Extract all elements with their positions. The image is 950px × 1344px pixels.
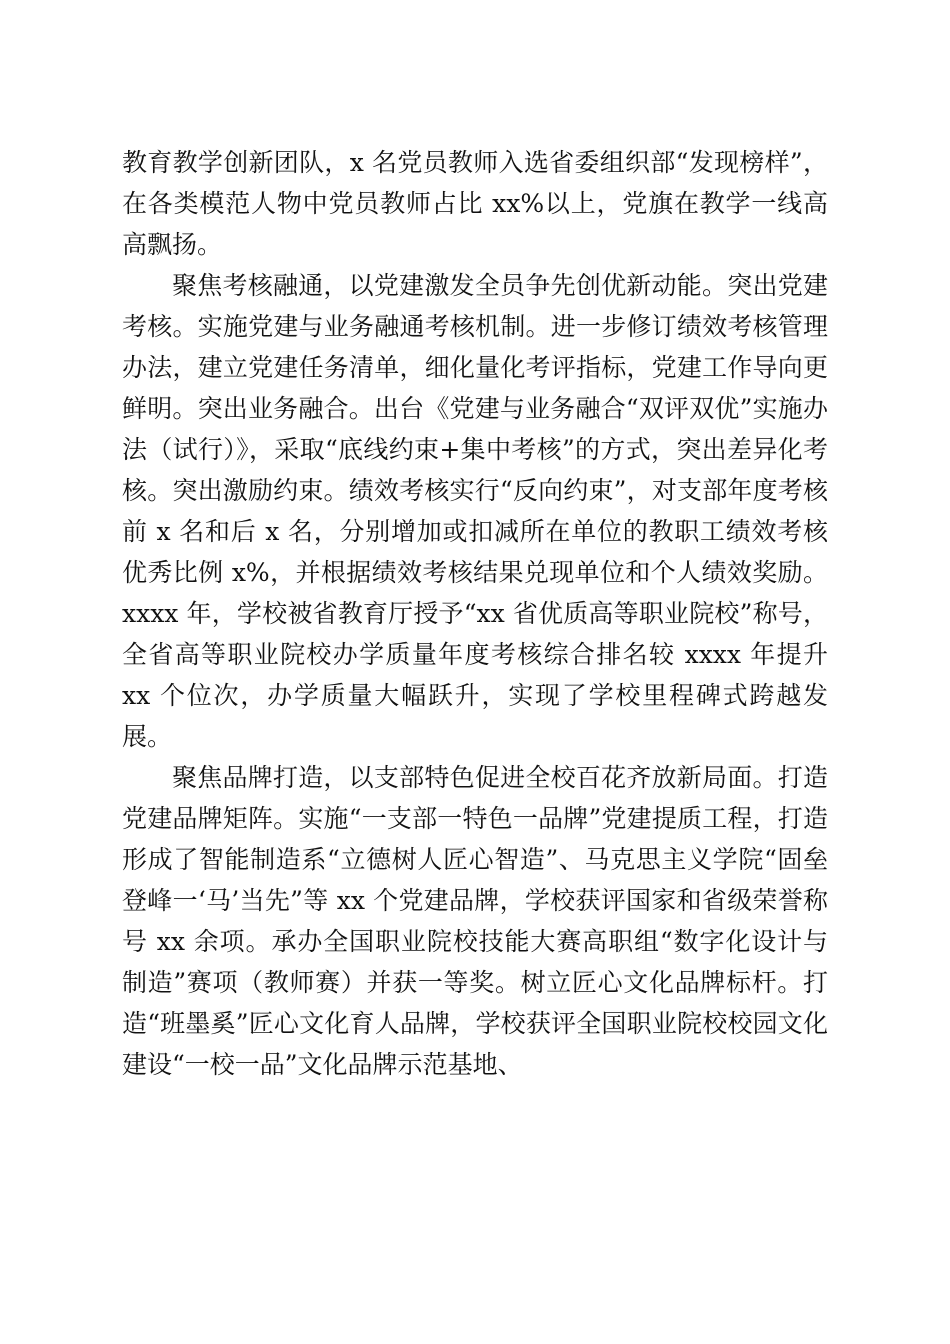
paragraph-3: 聚焦品牌打造，以支部特色促进全校百花齐放新局面。打造党建品牌矩阵。实施“一支部一特色一品牌”党建提质工程，打造形成了智能制造系“立德树人匠心智造”、马克思主义学院“固垒登峰一‘马’当先”等 xx 个党建品牌，学校获评国家和省级荣誉称号 xx 余项。承办全国职业院校技能大赛高职组“数字化设计与制造”赛项（教师赛）并获一等奖。树立匠心文化品牌标杆。打造“班墨奚”匠心文化育人品牌，学校获评全国职业院校校园文化建设“一校一品”文化品牌示范基地、 bbox=[122, 763, 828, 1079]
paragraph-1: 教育教学创新团队，x 名党员教师入选省委组织部“发现榜样”，在各类模范人物中党员教师占比 xx%以上，党旗在教学一线高高飘扬。 bbox=[122, 148, 828, 259]
paragraph-2: 聚焦考核融通，以党建激发全员争先创优新动能。突出党建考核。实施党建与业务融通考核机制。进一步修订绩效考核管理办法，建立党建任务清单，细化量化考评指标，党建工作导向更鲜明。突出业务融合。出台《党建与业务融合“双评双优”实施办法（试行）》，采取“底线约束+集中考核”的方式，突出差异化考核。突出激励约束。绩效考核实行“反向约束”，对支部年度考核前 x 名和后 x 名，分别增加或扣减所在单位的教职工绩效考核优秀比例 x%，并根据绩效考核结果兑现单位和个人绩效奖励。xxxx 年，学校被省教育厅授予“xx 省优质高等职业院校”称号，全省高等职业院校办学质量年度考核综合排名较 xxxx 年提升 xx 个位次，办学质量大幅跃升，实现了学校里程碑式跨越发展。 bbox=[122, 271, 828, 751]
document-body bbox=[122, 142, 828, 1085]
